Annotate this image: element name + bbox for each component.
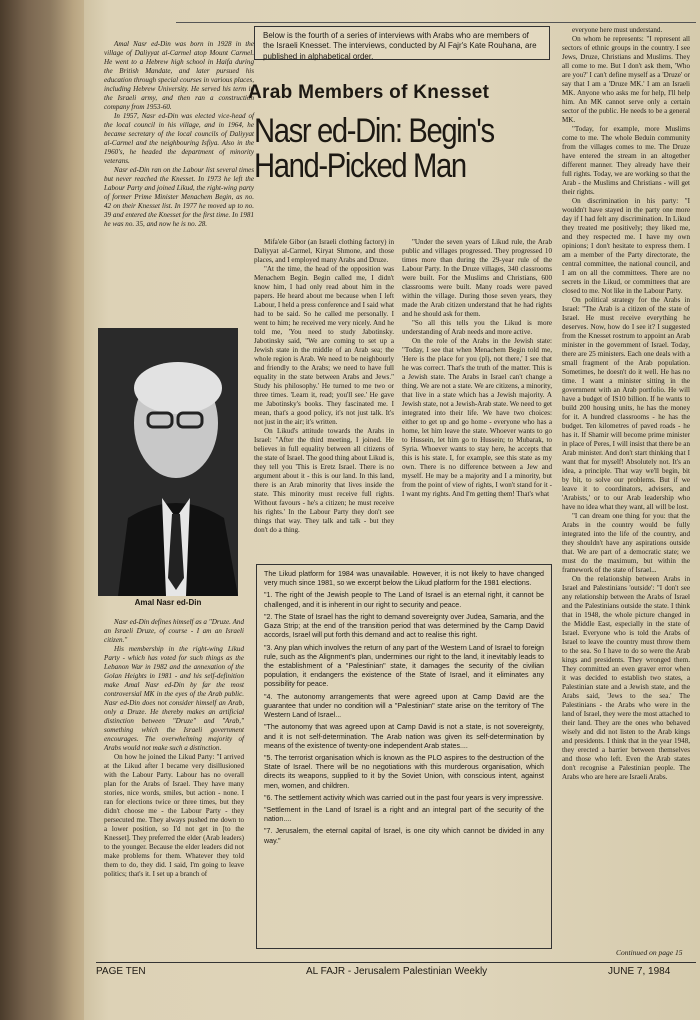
platform-paragraph: "1. The right of the Jewish people to The Land of Israel is an eternal right, it cannot be challenged, and it is inherent in our right to security and peace. [264,591,544,609]
column-paragraph: "So all this tells you the Likud is more understanding of Arab needs and more active. [402,319,552,336]
column-paragraph: On the relationship between Arabs in Israel and Palestinians 'outside': "I don't see any relationship between the Arabs of Israel and the Palestinians outside the state. I think that in 1948, the whole picture changed in the Middle East, especially in the state of Israel. Everyone who is told the Arabs of Israel to leave the country must throw them to the sea. So I have to do so were the Arab kings and presidents. They wronged them. They committed an even graver error when it was decided to establish two states, a Palestinian state and a Jewish state, and the Arabs said, 'Jews to the sea.' The Palestinians - the Arabs who were in the land of Israel, they were the most attached to their land. They are the ones who behaved wisely and did not listen to the Arab kings and presidents. I think that in the year 1948, they erected a barrier between themselves and those who left. Even the Arab states don't recognise a Palestinian people. The Arabs who are here are Israeli Arabs. [562,575,690,781]
bio-paragraph: Nasr ed-Din ran on the Labour list several times but never reached the Knesset. In 1973 he left the Labour Party and joined Likud, the right-wing party of former Prime Minister Menachem Begin, as no. 42 on their Knesset list. In 1977 he moved up to no. 39 and entered the Knesset for the first time. In 1981 he was no. 35, and now he is no. 28. [104,166,254,228]
bio-paragraph: In 1957, Nasr ed-Din was elected vice-head of the local council in his village, and in 1964, he became secretary of the local councils of Daliyyat al-Carmel and the neighbouring Isfiya. Also in the 1960's, he headed the department of minority veterans. [104,112,254,165]
right-column [562,26,690,782]
platform-paragraph: "Settlement in the Land of Israel is a right and an integral part of the security of the nation.... [264,806,544,824]
column-paragraph: On political strategy for the Arabs in Israel: "The Arab is a citizen of the state of Israel. He must receive everything he deserves. Now, how do I see it? I suggested from the Knesset rostrum to appoint an Arab minister in the government of Israel. Today, there are 25 ministers. Each one deals with a small fragment of the Arab population. Sometimes, he doesn't do it well. He has no time. I want a minister sitting in the government with an Arab portfolio. He will have a budget of IS10 billion. If he wants to build 200 housing units, he has the money for it. A hundred classrooms - he has the budget. Ten kilometres of paved roads - he has it. If Shamir will become prime minister in place of Peres, I will insist that there be an Arab minister. And don't start thinking that I want that for myself! Absolutely not. It's an idea, a principle. That way we'll begin, bit by bit, to solve our problems. But if we leave it to coordinators, advisers, and 'Arabists,' or to our Arab leadership who have no idea what they want, all will be lost. [562,296,690,511]
footer-rule [96,962,696,963]
headline: Nasr ed-Din: Begin's Hand-Picked Man [254,112,494,185]
likud-platform-box [256,564,552,949]
platform-paragraph: "The autonomy that was agreed upon at Camp David is not a state, is not sovereignty, and it is not self-determination. The Arab nation was given its self-determination by means of the existence of twenty-one independent Arab states.... [264,723,544,750]
lower-left-column [104,618,244,879]
center-column [402,238,552,499]
footer-page-number: PAGE TEN [96,966,146,977]
platform-paragraph: "7. Jerusalem, the eternal capital of Israel, is one city which cannot be divided in any way." [264,827,544,845]
bio-column [104,40,254,229]
column-paragraph: "I can dream one thing for you: that the Arabs in the country would be fully integrated into the life of the country, and they shouldn't have any aspirations outside that. We are part of a democratic state; we must do the maximum, but within the framework of the state of Israel... [562,512,690,574]
column-paragraph: "At the time, the head of the opposition was Menachem Begin. Begin called me, I didn't know him, I had only read about him in the papers. He heard about me because when I left Labour, I held a press conference and I said what had to be said. So he called me personally. I went to him; he received me very nicely. And he told me, 'You need to study Jabotinsky. Jabotinsky said, "We are coming to set up a Jewish state in the middle of an Arab sea; the whole region is Arab. We need to be neighbourly and friendly to the Arabs; we need to have full equality in the state between Arabs and Jews." Study his philosophy.' He turned to me two or three times. 'Learn it, read; you'll see.' He gave me Jabotinsky's books. They fascinated me. I mean, that's a good policy, it's not just talk. It's not just in the air; it's written. [254,265,394,426]
column-paragraph: On how he joined the Likud Party: "I arrived at the Likud after I became very disillusioned with the Labour Party. Labour has no overall plan for the Arabs of Israel. They have many stories, nice words, smiles, but action - none. I ran for elections twice or three times, but they didn't choose me - the Labour Party - they persecuted me. They always pushed me down to a lower position, so I'd not get in [to the Knesset]. They preferred the elder (Arab leaders) to the younger. Because the elder leaders did not make problems for them. Whatever they told them to do, they did. I said, I'm going to leave politics; that's it. I set up a branch of [104,753,244,878]
platform-paragraph: "2. The State of Israel has the right to demand sovereignty over Judea, Samaria, and the Gaza Strip; at the end of the transition period that was determined by the Camp David accords, Israel will put forth this demand and act to realise this right. [264,612,544,640]
middle-column [254,238,394,535]
column-paragraph: everyone here must understand. [572,26,663,34]
column-paragraph: His membership in the right-wing Likud Party - which has voted for such things as the Lebanon War in 1982 and the annexation of the Golan Heights in 1981 - and his self-definition make Amal Nasr ed-Din by far the most controversial MK in the eyes of the Arab public. Nasr ed-Din does not consider himself an Arab, only a Druze. He thereby makes an artificial distinction between "Druze" and "Arab," something which the Israeli government encourages. The overwhelming majority of Arabs would not make such a distinction. [104,645,244,752]
photo-caption: Amal Nasr ed-Din [134,598,202,607]
continued-note: Continued on page 15 [616,948,683,957]
portrait-photo [98,328,238,596]
portrait-figure [98,328,238,596]
column-paragraph: Nasr ed-Din defines himself as a "Druze. And an Israeli Druze, of course - I am an Israeli citizen." [104,618,244,644]
column-paragraph: On Likud's attitude towards the Arabs in Israel: "After the third meeting, I joined. He believes in full equality between all citizens of the state of Israel. The good thing about Likud is, they tell you 'This is Eretz Israel. There is no argument about it - this is our land. In this land, there is an Arab minority that lives inside the state. This minority must receive full rights. Without favours - he's a citizen; he must receive his rights.' In the Labour Party they don't see things that way. They talk and talk - but they don't do a thing. [254,427,394,534]
platform-paragraph: "5. The terrorist organisation which is known as the PLO aspires to the destruction of the State of Israel. There will be no negotiations with this murderous organisation, which directs its weapons, supplied to it by the Soviet Union, with conscious intent, against men, women, and children. [264,753,544,790]
footer-publication: AL FAJR - Jerusalem Palestinian Weekly [306,966,488,977]
column-paragraph: "Today, for example, more Muslims come to me. The whole Beduin community from the villages comes to me. The Druze have entered the stream in an altogether different manner. They already have their full rights. Today, we are working so that the Arab - the Muslims and Christians - will get their rights. [562,125,690,196]
column-paragraph: On the role of the Arabs in the Jewish state: "Today, I see that when Menachem Begin told me, 'Here is the place for you (pl), not there,' I see that he was correct. That's the truth of the matter. This is a Jewish state. The Arabs in Israel can't change a thing. We are not a state. We are citizens, a minority, that live in a state which has a Jewish majority. A Jewish state, not a Jewish-Arab state. We need to get integrated into their life. We have two choices: either to get up and go home - everyone who has a home, let him leave the state. Whoever wants to go to Hussein, let him go to Hussein; to Mubarak, to Syria. Whoever wants to stay here, he accepts that this is his state. I, for example, see this state as my own. There is no difference between a Jew and myself. He may be a majority and I a minority, but from the point of view of rights, I won't stand for it - I want my rights. And I'm getting them! That's what [402,337,552,498]
newspaper-page [84,0,700,1020]
platform-paragraph: The Likud platform for 1984 was unavailable. However, it is not likely to have changed very much since 1981, so we excerpt below the Likud platform for the 1981 elections. [264,570,544,588]
bio-paragraph: Amal Nasr ed-Din was born in 1928 in the village of Daliyyat al-Carmel atop Mount Carmel. He went to a Hebrew high school in Haifa during the British Mandate, and later pursued his education through special courses in various places, including Hebrew University. He served his term in the Israeli army, and then ran a construction company from 1953-60. [104,40,254,111]
footer-date: JUNE 7, 1984 [608,966,671,977]
column-paragraph: Mifa'ele Gibor (an Israeli clothing factory) in Daliyyat al-Carmel, Kiryat Shmone, and those places, and I employed many Arabs and Druze. [254,238,394,264]
column-paragraph: On discrimination in his party: "I wouldn't have stayed in the party one more day if I had felt any discrimination. In Likud they treated me positively; they liked me, and they respected me. I have my own opinions; I don't hesitate to express them. I am a member of the Party directorate, the central committee, the national council, and I am on all the committees. There are no secrets in the Likud, or committees that are closed to me. Not like in the Labour Party. [562,197,690,295]
column-paragraph: "Under the seven years of Likud rule, the Arab public and villages progressed. They progressed 10 times more than during the 29-year rule of the Labour Party. In the Druze villages, 340 classrooms were built. For the Muslims and Christians, 600 classrooms were built. Many roads were paved within the village. During those seven years, they made the Arab citizen understand that he had rights and he should ask for them. [402,238,552,318]
book-binding [0,0,92,1020]
platform-paragraph: "3. Any plan which involves the return of any part of the Western Land of Israel to foreign rule, such as the Alignment's plan, undermines our right to the land, it inevitably leads to the establishment of a "Palestinian" state, it damages the security of the civilian population, it endangers the existence of the State of Israel, and it eliminates any possibility for peace. [264,643,544,689]
platform-paragraph: "4. The autonomy arrangements that were agreed upon at Camp David are the guarantee that under no condition will a "Palestinian" state arise on the territory of The Western Land of Israel... [264,692,544,720]
series-kicker: Arab Members of Knesset [248,82,490,103]
top-rule [176,22,696,23]
platform-paragraph: "6. The settlement activity which was carried out in the past four years is very impressive. [264,793,544,802]
intro-box: Below is the fourth of a series of interviews with Arabs who are members of the Israeli Knesset. The interviews, conducted by Al Fajr's Kate Rouhana, are published in alphabetical order. [254,26,550,60]
column-paragraph: On whom he represents: "I represent all sectors of ethnic groups in the country. I see Jews, Druze, Christians and Muslims. They all come to me. But I don't ask them, 'Who are you?' I can't define myself as a 'Druze' or say that I am a 'Druze MK.' I am an Israeli MK. Anyone who asks me for help, I'll help him. An MK cannot serve only a certain sector of the public. He needs to be a general MK. [562,35,690,124]
